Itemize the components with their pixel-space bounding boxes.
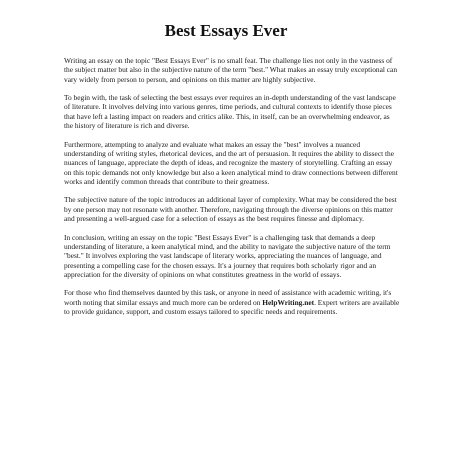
paragraph-analysis: Furthermore, attempting to analyze and evaluate what makes an essay the "best" involves a nuanced understanding of writing styles, rhetorical devices, and the art of persuasion. It requires the ability to dissect the nuances of language, appreciate the depth of ideas, and recognize the mastery of storytelling. Crafting an essay on this topic demands not only knowledge but also a keen analytical mind to draw connections between different works and identify common threads that contribute to their greatness. <box>64 139 398 186</box>
document-title: Best Essays Ever <box>164 21 288 40</box>
paragraph-help-text-after: . Expert writers are available to provide guidance, support, and custom essays tailored to specific needs and requirements. <box>64 297 400 317</box>
paragraph-intro: Writing an essay on the topic "Best Essays Ever" is no small feat. The challenge lies not only in the vastness of the subject matter but also in the subjective nature of the term "best." What makes an essay truly exceptional can vary widely from person to person, and opinions on this matter are highly subjective. <box>64 56 398 84</box>
document-body <box>64 56 400 326</box>
helpwriting-link[interactable]: HelpWriting.net <box>262 297 315 307</box>
paragraph-conclusion: In conclusion, writing an essay on the topic "Best Essays Ever" is a challenging task that demands a deep understanding of literature, a keen analytical mind, and the ability to navigate the subjective nature of the term "best." It involves exploring the vast landscape of literary works, appreciating the nuances of language, and presenting a compelling case for the chosen essays. It's a journey that requires both scholarly rigor and an appreciation for the diversity of opinions on what constitutes greatness in the world of essays. <box>64 232 391 279</box>
paragraph-help <box>64 288 400 316</box>
paragraph-selection: To begin with, the task of selecting the best essays ever requires an in-depth understanding of the vast landscape of literature. It involves delving into various genres, time periods, and cultural contexts to identify those pieces that have left a lasting impact on readers and critics alike. This, in itself, can be an overwhelming endeavor, as the history of literature is rich and diverse. <box>64 93 396 131</box>
paragraph-subjectivity: The subjective nature of the topic introduces an additional layer of complexity. What may be considered the best by one person may not resonate with another. Therefore, navigating through the diverse opinions on this matter and presenting a well-argued case for a selection of essays as the best requires finesse and diplomacy. <box>64 195 397 224</box>
paragraph-help-text-before: For those who find themselves daunted by this task, or anyone in need of assistance with academic writing, it's worth noting that similar essays and much more can be ordered on <box>64 288 392 307</box>
